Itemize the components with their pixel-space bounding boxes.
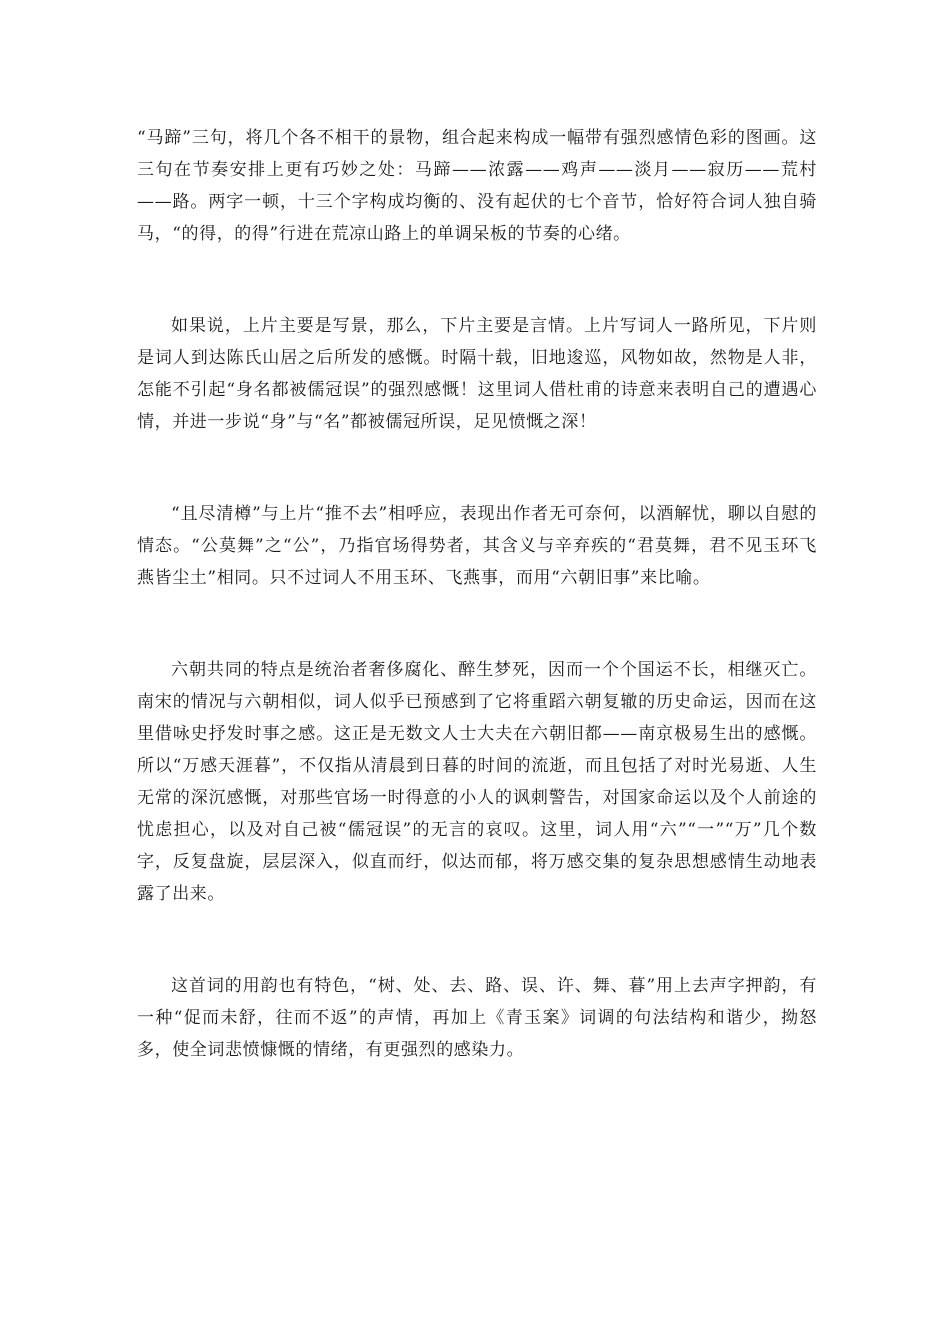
paragraph-qingzun: “且尽清樽”与上片“推不去”相呼应，表现出作者无可奈何，以酒解忧，聊以自慰的情态。“公莫舞”之“公”，乃指官场得势者，其含义与辛弃疾的“君莫舞，君不见玉环飞燕皆尘土”相同。只不过词人不用玉环、飞燕事，而用“六朝旧事”来比喻。 (137, 504, 817, 588)
article-body (137, 122, 817, 1126)
paragraph-shangpian: 如果说，上片主要是写景，那么，下片主要是言情。上片写词人一路所见，下片则是词人到达陈氏山居之后所发的感慨。时隔十载，旧地逡巡，风物如故，然物是人非，怎能不引起“身名都被儒冠误”的强烈感慨！这里词人借杜甫的诗意来表明自己的遭遇心情，并进一步说“身”与“名”都被儒冠所误，足见愤慨之深！ (137, 316, 817, 432)
paragraph-liuchao: 六朝共同的特点是统治者奢侈腐化、醉生梦死，因而一个个国运不长，相继灭亡。南宋的情况与六朝相似，词人似乎已预感到了它将重蹈六朝复辙的历史命运，因而在这里借咏史抒发时事之感。这正是无数文人士大夫在六朝旧都——南京极易生出的感慨。所以“万感天涯暮”，不仅指从清晨到日暮的时间的流逝，而且包括了对时光易逝、人生无常的深沉感慨，对那些官场一时得意的小人的讽刺警告，对国家命运以及个人前途的忧虑担心，以及对自己被“儒冠误”的无言的哀叹。这里，词人用“六”“一”“万”几个数字，反复盘旋，层层深入，似直而纡，似达而郁，将万感交集的复杂思想感情生动地表露了出来。 (137, 660, 817, 904)
paragraph-yongyun: 这首词的用韵也有特色，“树、处、去、路、误、许、舞、暮”用上去声字押韵，有一种“促而未舒，往而不返”的声情，再加上《青玉案》词调的句法结构和谐少，拗怒多，使全词悲愤慷慨的情绪，有更强烈的感染力。 (137, 976, 817, 1060)
paragraph-mati: “马蹄”三句，将几个各不相干的景物，组合起来构成一幅带有强烈感情色彩的图画。这三句在节奏安排上更有巧妙之处：马蹄——浓露——鸡声——淡月——寂历——荒村——路。两字一顿，十三个字构成均衡的、没有起伏的七个音节，恰好符合词人独自骑马，“的得，的得”行进在荒凉山路上的单调呆板的节奏的心绪。 (137, 128, 817, 244)
